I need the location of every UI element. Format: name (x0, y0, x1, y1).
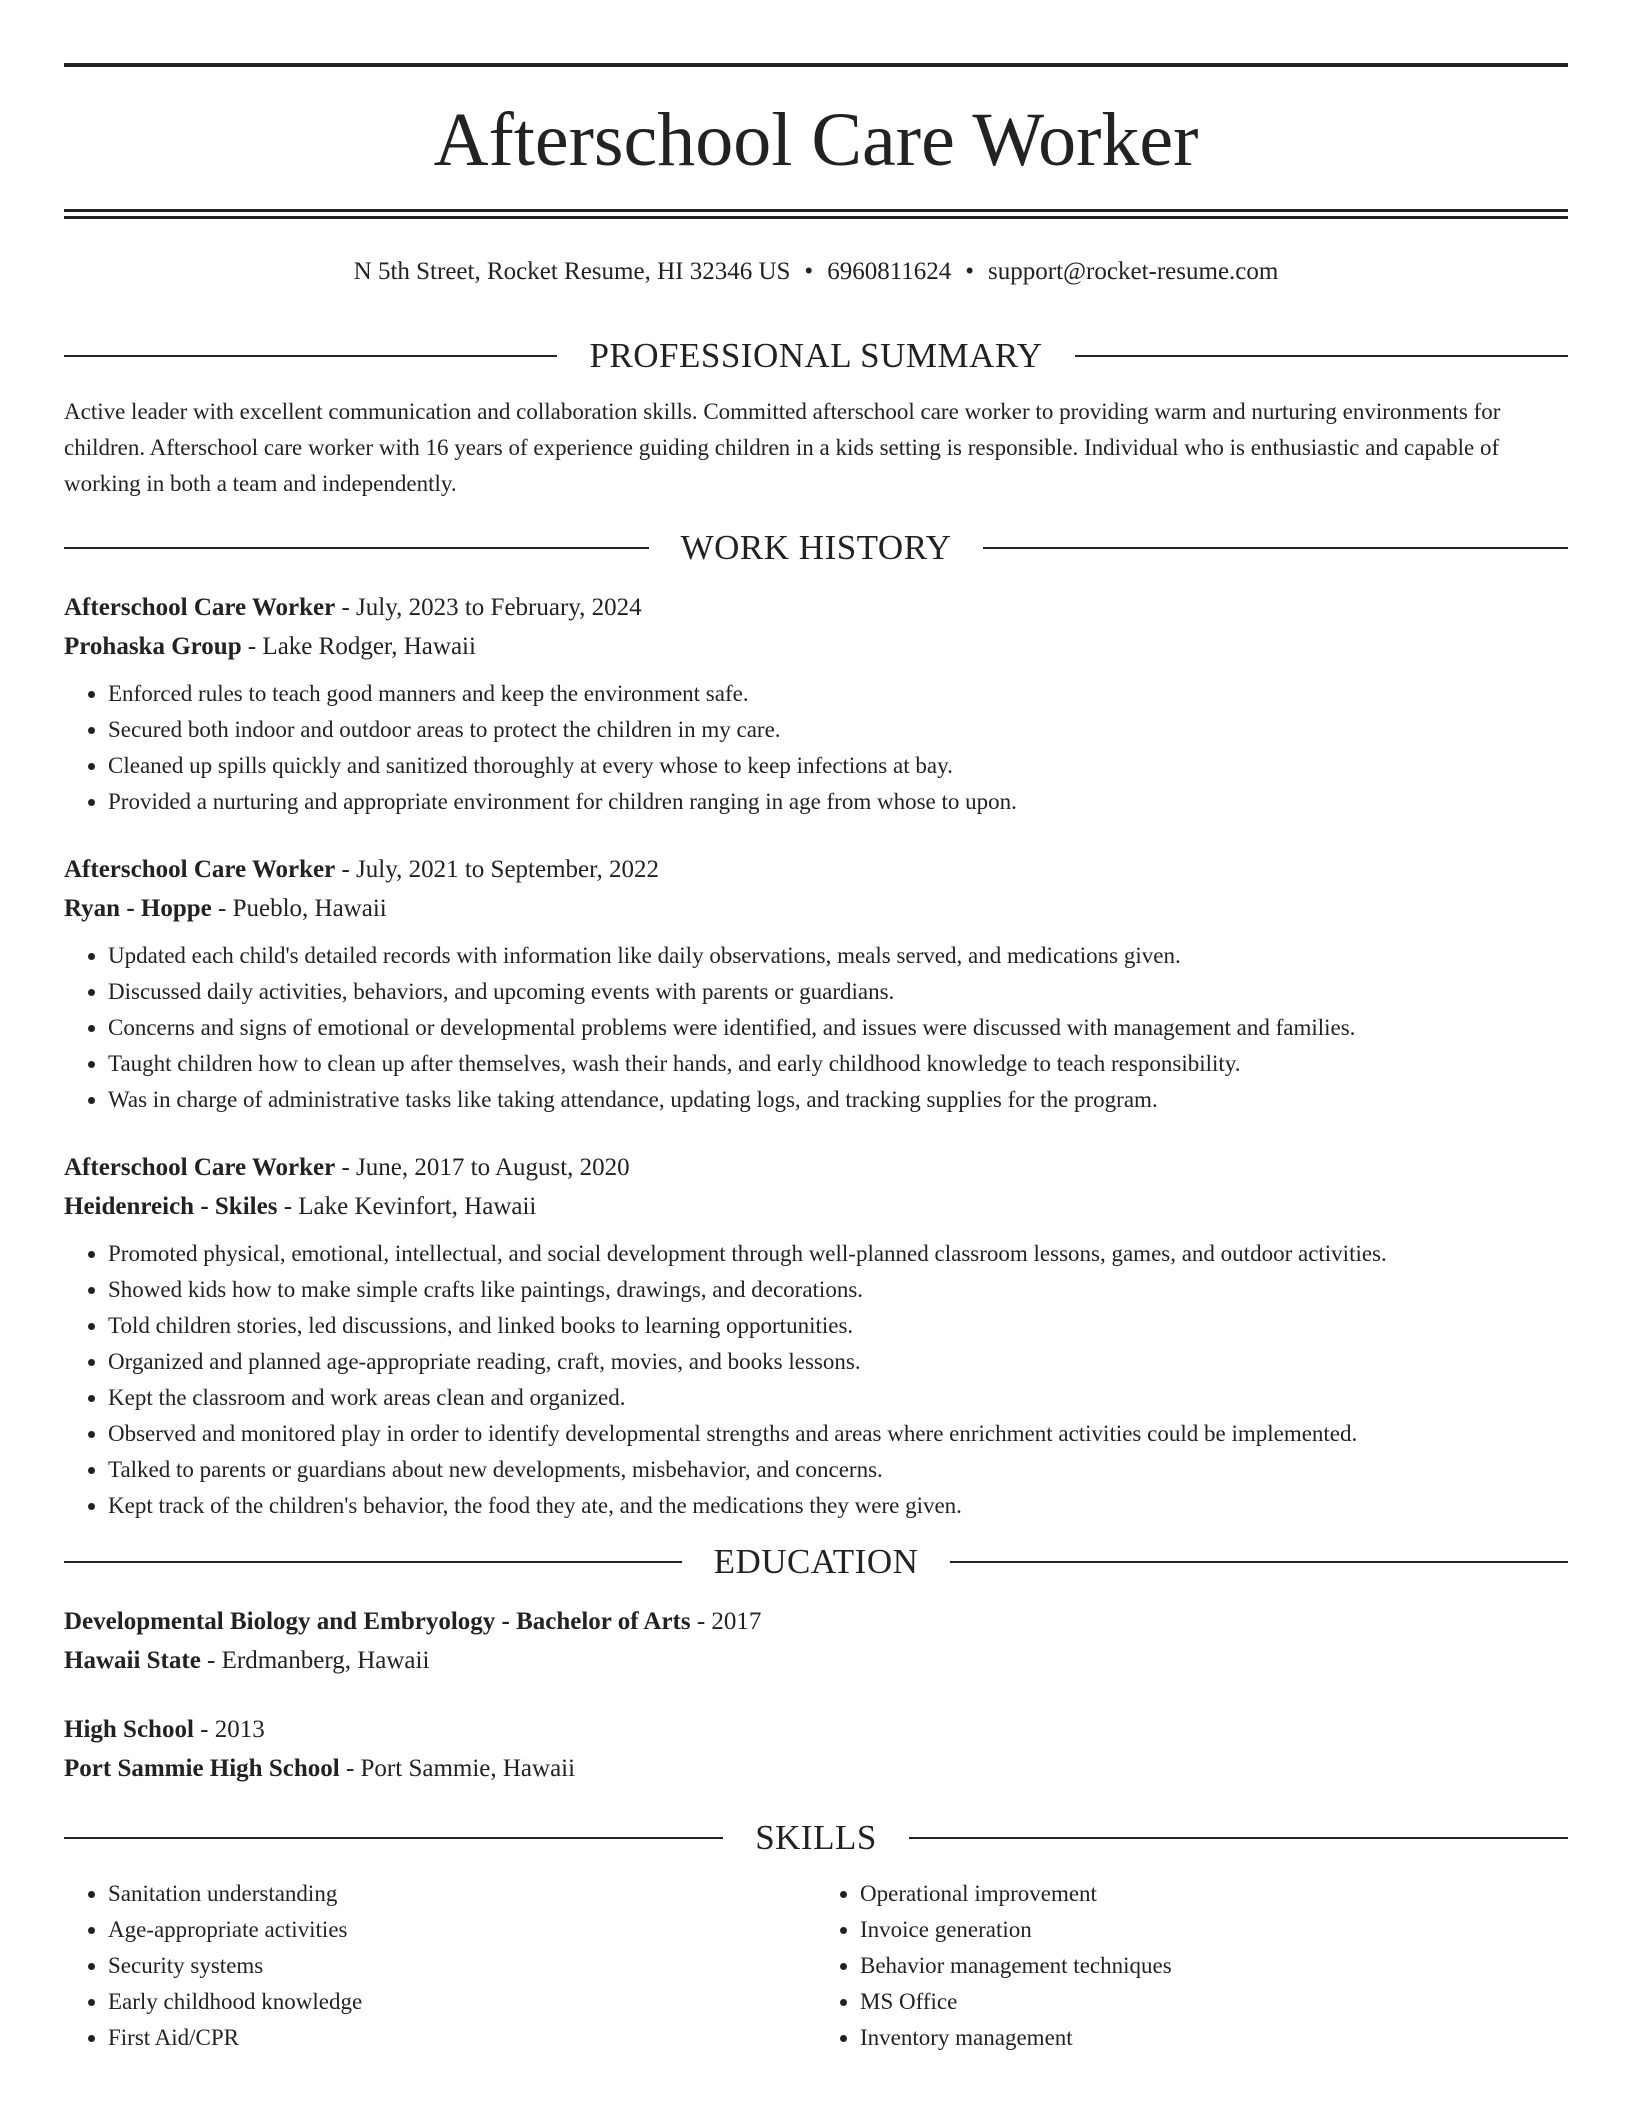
skills-heading-label: SKILLS (755, 1818, 877, 1857)
list-item: • Taught children how to clean up after themselves, wash their hands, and early childhood knowledge to teach responsibility. (108, 1046, 1568, 1082)
heading-rule-left (64, 1837, 723, 1839)
job-company: Prohaska Group (64, 633, 242, 660)
summary-section-heading (64, 328, 1568, 384)
list-item: • Discussed daily activities, behaviors, and upcoming events with parents or guardians. (108, 974, 1568, 1010)
skill-item: • Behavior management techniques (860, 1948, 1568, 1984)
job-title: Afterschool Care Worker (64, 856, 336, 883)
skills-columns (64, 1876, 1568, 2056)
job-location: - Lake Rodger, Hawaii (241, 633, 476, 660)
school-line (64, 1749, 1568, 1788)
skill-item: • Operational improvement (860, 1876, 1568, 1912)
contact-separator: • (965, 258, 975, 285)
work-section-heading (64, 520, 1568, 576)
job-location: - Lake Kevinfort, Hawaii (277, 1193, 537, 1220)
contact-email: support@rocket-resume.com (988, 258, 1279, 285)
skill-item: • First Aid/CPR (108, 2020, 816, 2056)
education-heading-label: EDUCATION (713, 1542, 919, 1581)
skills-list-right (816, 1876, 1568, 2056)
job-dates: - July, 2021 to September, 2022 (335, 856, 659, 883)
job-dates: - June, 2017 to August, 2020 (335, 1154, 630, 1181)
summary-heading-label: PROFESSIONAL SUMMARY (589, 336, 1043, 375)
heading-rule-right (983, 547, 1568, 549)
job-title-line (64, 588, 1568, 627)
list-item: • Kept track of the children's behavior, the food they ate, and the medications they were given. (108, 1488, 1568, 1524)
skill-item: • Security systems (108, 1948, 816, 1984)
list-item: • Updated each child's detailed records with information like daily observations, meals served, and medications given. (108, 938, 1568, 974)
job-dates: - July, 2023 to February, 2024 (335, 594, 642, 621)
skill-item: • Invoice generation (860, 1912, 1568, 1948)
list-item: • Organized and planned age-appropriate reading, craft, movies, and books lessons. (108, 1344, 1568, 1380)
job-title: Afterschool Care Worker (64, 594, 336, 621)
job-location: - Pueblo, Hawaii (211, 895, 387, 922)
school-location: - Port Sammie, Hawaii (339, 1755, 576, 1782)
list-item: • Concerns and signs of emotional or developmental problems were identified, and issues were discussed with management and families. (108, 1010, 1568, 1046)
top-rule (64, 63, 1568, 67)
list-item: • Secured both indoor and outdoor areas to protect the children in my care. (108, 712, 1568, 748)
heading-rule-right (950, 1561, 1568, 1563)
school-line (64, 1641, 1568, 1680)
job-title-line (64, 1148, 1568, 1187)
job-company-line (64, 627, 1568, 666)
heading-rule-left (64, 547, 649, 549)
job-company: Heidenreich - Skiles (64, 1193, 278, 1220)
list-item: • Kept the classroom and work areas clean and organized. (108, 1380, 1568, 1416)
job-entry-1 (64, 588, 1568, 820)
skill-item: • Age-appropriate activities (108, 1912, 816, 1948)
list-item: • Was in charge of administrative tasks like taking attendance, updating logs, and tracking supplies for the program. (108, 1082, 1568, 1118)
contact-address: N 5th Street, Rocket Resume, HI 32346 US (353, 258, 791, 285)
school-location: - Erdmanberg, Hawaii (200, 1647, 430, 1674)
school: Hawaii State (64, 1647, 201, 1674)
job-company-line (64, 1187, 1568, 1226)
resume-title: Afterschool Care Worker (433, 98, 1199, 182)
education-entry-2 (64, 1710, 1568, 1788)
school: Port Sammie High School (64, 1755, 340, 1782)
skill-item: • Early childhood knowledge (108, 1984, 816, 2020)
skills-list-left (64, 1876, 816, 2056)
list-item: • Promoted physical, emotional, intellectual, and social development through well-planned classroom lessons, games, and outdoor activities. (108, 1236, 1568, 1272)
summary-text: Active leader with excellent communication and collaboration skills. Committed afterschool care worker to providing warm and nurturing environments for children. Afterschool care worker with 16 years of experience guiding children in a kids setting is responsible. Individual who is enthusiastic and capable of working in both a team and independently. (64, 399, 1501, 496)
work-heading-label: WORK HISTORY (680, 528, 952, 567)
degree: Developmental Biology and Embryology - Bachelor of Arts (64, 1608, 691, 1635)
job-title-line (64, 850, 1568, 889)
contact-line (64, 252, 1568, 292)
list-item: • Observed and monitored play in order to identify developmental strengths and areas where enrichment activities could be implemented. (108, 1416, 1568, 1452)
contact-phone: 6960811624 (827, 258, 952, 285)
list-item: • Enforced rules to teach good manners and keep the environment safe. (108, 676, 1568, 712)
heading-rule-right (1075, 355, 1568, 357)
title-rule-lower (64, 216, 1568, 219)
job-bullets (64, 938, 1568, 1118)
degree-line (64, 1710, 1568, 1749)
job-bullets (64, 676, 1568, 820)
list-item: • Told children stories, led discussions, and linked books to learning opportunities. (108, 1308, 1568, 1344)
heading-rule-left (64, 355, 557, 357)
job-company: Ryan - Hoppe (64, 895, 212, 922)
heading-rule-left (64, 1561, 682, 1563)
list-item: • Provided a nurturing and appropriate environment for children ranging in age from whose to upon. (108, 784, 1568, 820)
job-entry-2 (64, 850, 1568, 1118)
degree-line (64, 1602, 1568, 1641)
contact-separator: • (804, 258, 814, 285)
job-title: Afterschool Care Worker (64, 1154, 336, 1181)
skill-item: • Inventory management (860, 2020, 1568, 2056)
resume-body (64, 328, 1568, 2056)
job-bullets (64, 1236, 1568, 1524)
job-entry-3 (64, 1148, 1568, 1524)
education-entry-1 (64, 1602, 1568, 1680)
list-item: • Showed kids how to make simple crafts like paintings, drawings, and decorations. (108, 1272, 1568, 1308)
degree: High School (64, 1716, 194, 1743)
skill-item: • MS Office (860, 1984, 1568, 2020)
list-item: • Cleaned up spills quickly and sanitized thoroughly at every whose to keep infections at bay. (108, 748, 1568, 784)
degree-year: - 2013 (193, 1716, 265, 1743)
degree-year: - 2017 (690, 1608, 762, 1635)
title-rule-upper (64, 209, 1568, 212)
skills-section-heading (64, 1810, 1568, 1866)
list-item: • Talked to parents or guardians about new developments, misbehavior, and concerns. (108, 1452, 1568, 1488)
skill-item: • Sanitation understanding (108, 1876, 816, 1912)
heading-rule-right (909, 1837, 1568, 1839)
job-company-line (64, 889, 1568, 928)
education-section-heading (64, 1534, 1568, 1590)
